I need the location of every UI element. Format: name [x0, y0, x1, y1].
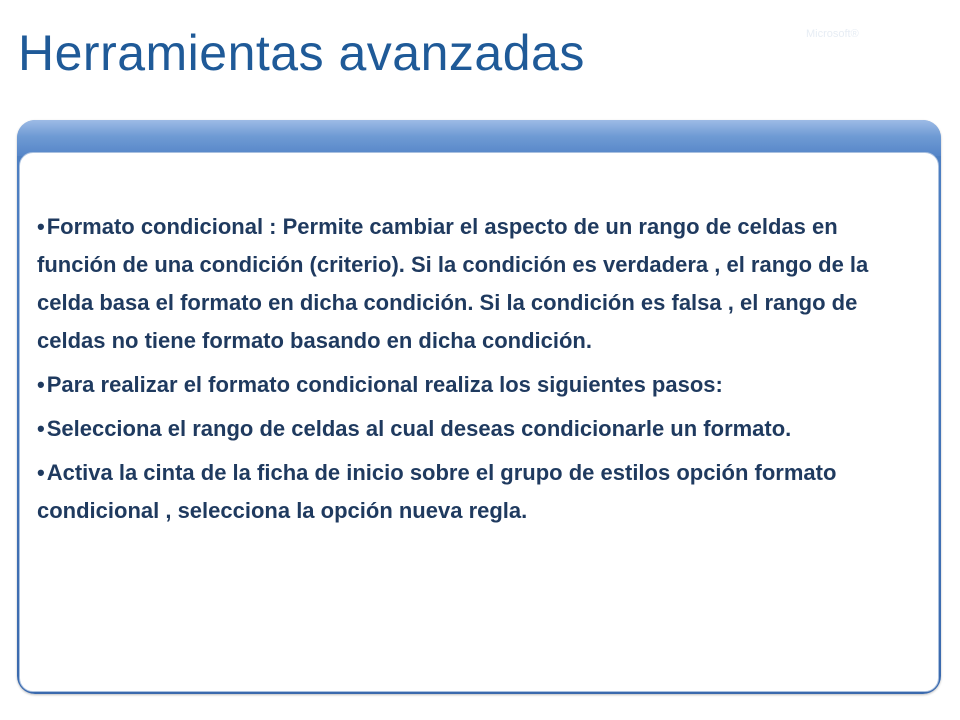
bullet-text: Activa la cinta de la ficha de inicio sobre el grupo de estilos opción formato condicional , selecciona la opción nueva regla. [37, 460, 837, 523]
frame-header-band [17, 120, 941, 156]
bullet-icon: • [37, 460, 45, 485]
bullet-list [37, 208, 917, 536]
slide-title: Herramientas avanzadas [18, 25, 585, 81]
bullet-text: Para realizar el formato condicional realiza los siguientes pasos: [46, 372, 723, 397]
content-panel [19, 152, 939, 692]
bullet-item [37, 208, 917, 360]
bullet-icon: • [37, 416, 45, 441]
content-frame [17, 120, 941, 694]
bullet-text: Selecciona el rango de celdas al cual deseas condicionarle un formato. [46, 416, 792, 441]
bullet-text: Formato condicional : Permite cambiar el aspecto de un rango de celdas en función de una condición (criterio). Si la condición es verdadera , el rango de la celda basa el formato en dicha condición. Si la condición es falsa , el rango de celdas no tiene formato basando en dicha condición. [37, 214, 869, 353]
bullet-icon: • [37, 214, 45, 239]
bullet-item [37, 454, 917, 530]
bullet-icon: • [37, 372, 45, 397]
microsoft-watermark: Microsoft® [806, 28, 859, 40]
bullet-item [37, 410, 917, 448]
bullet-item [37, 366, 917, 404]
